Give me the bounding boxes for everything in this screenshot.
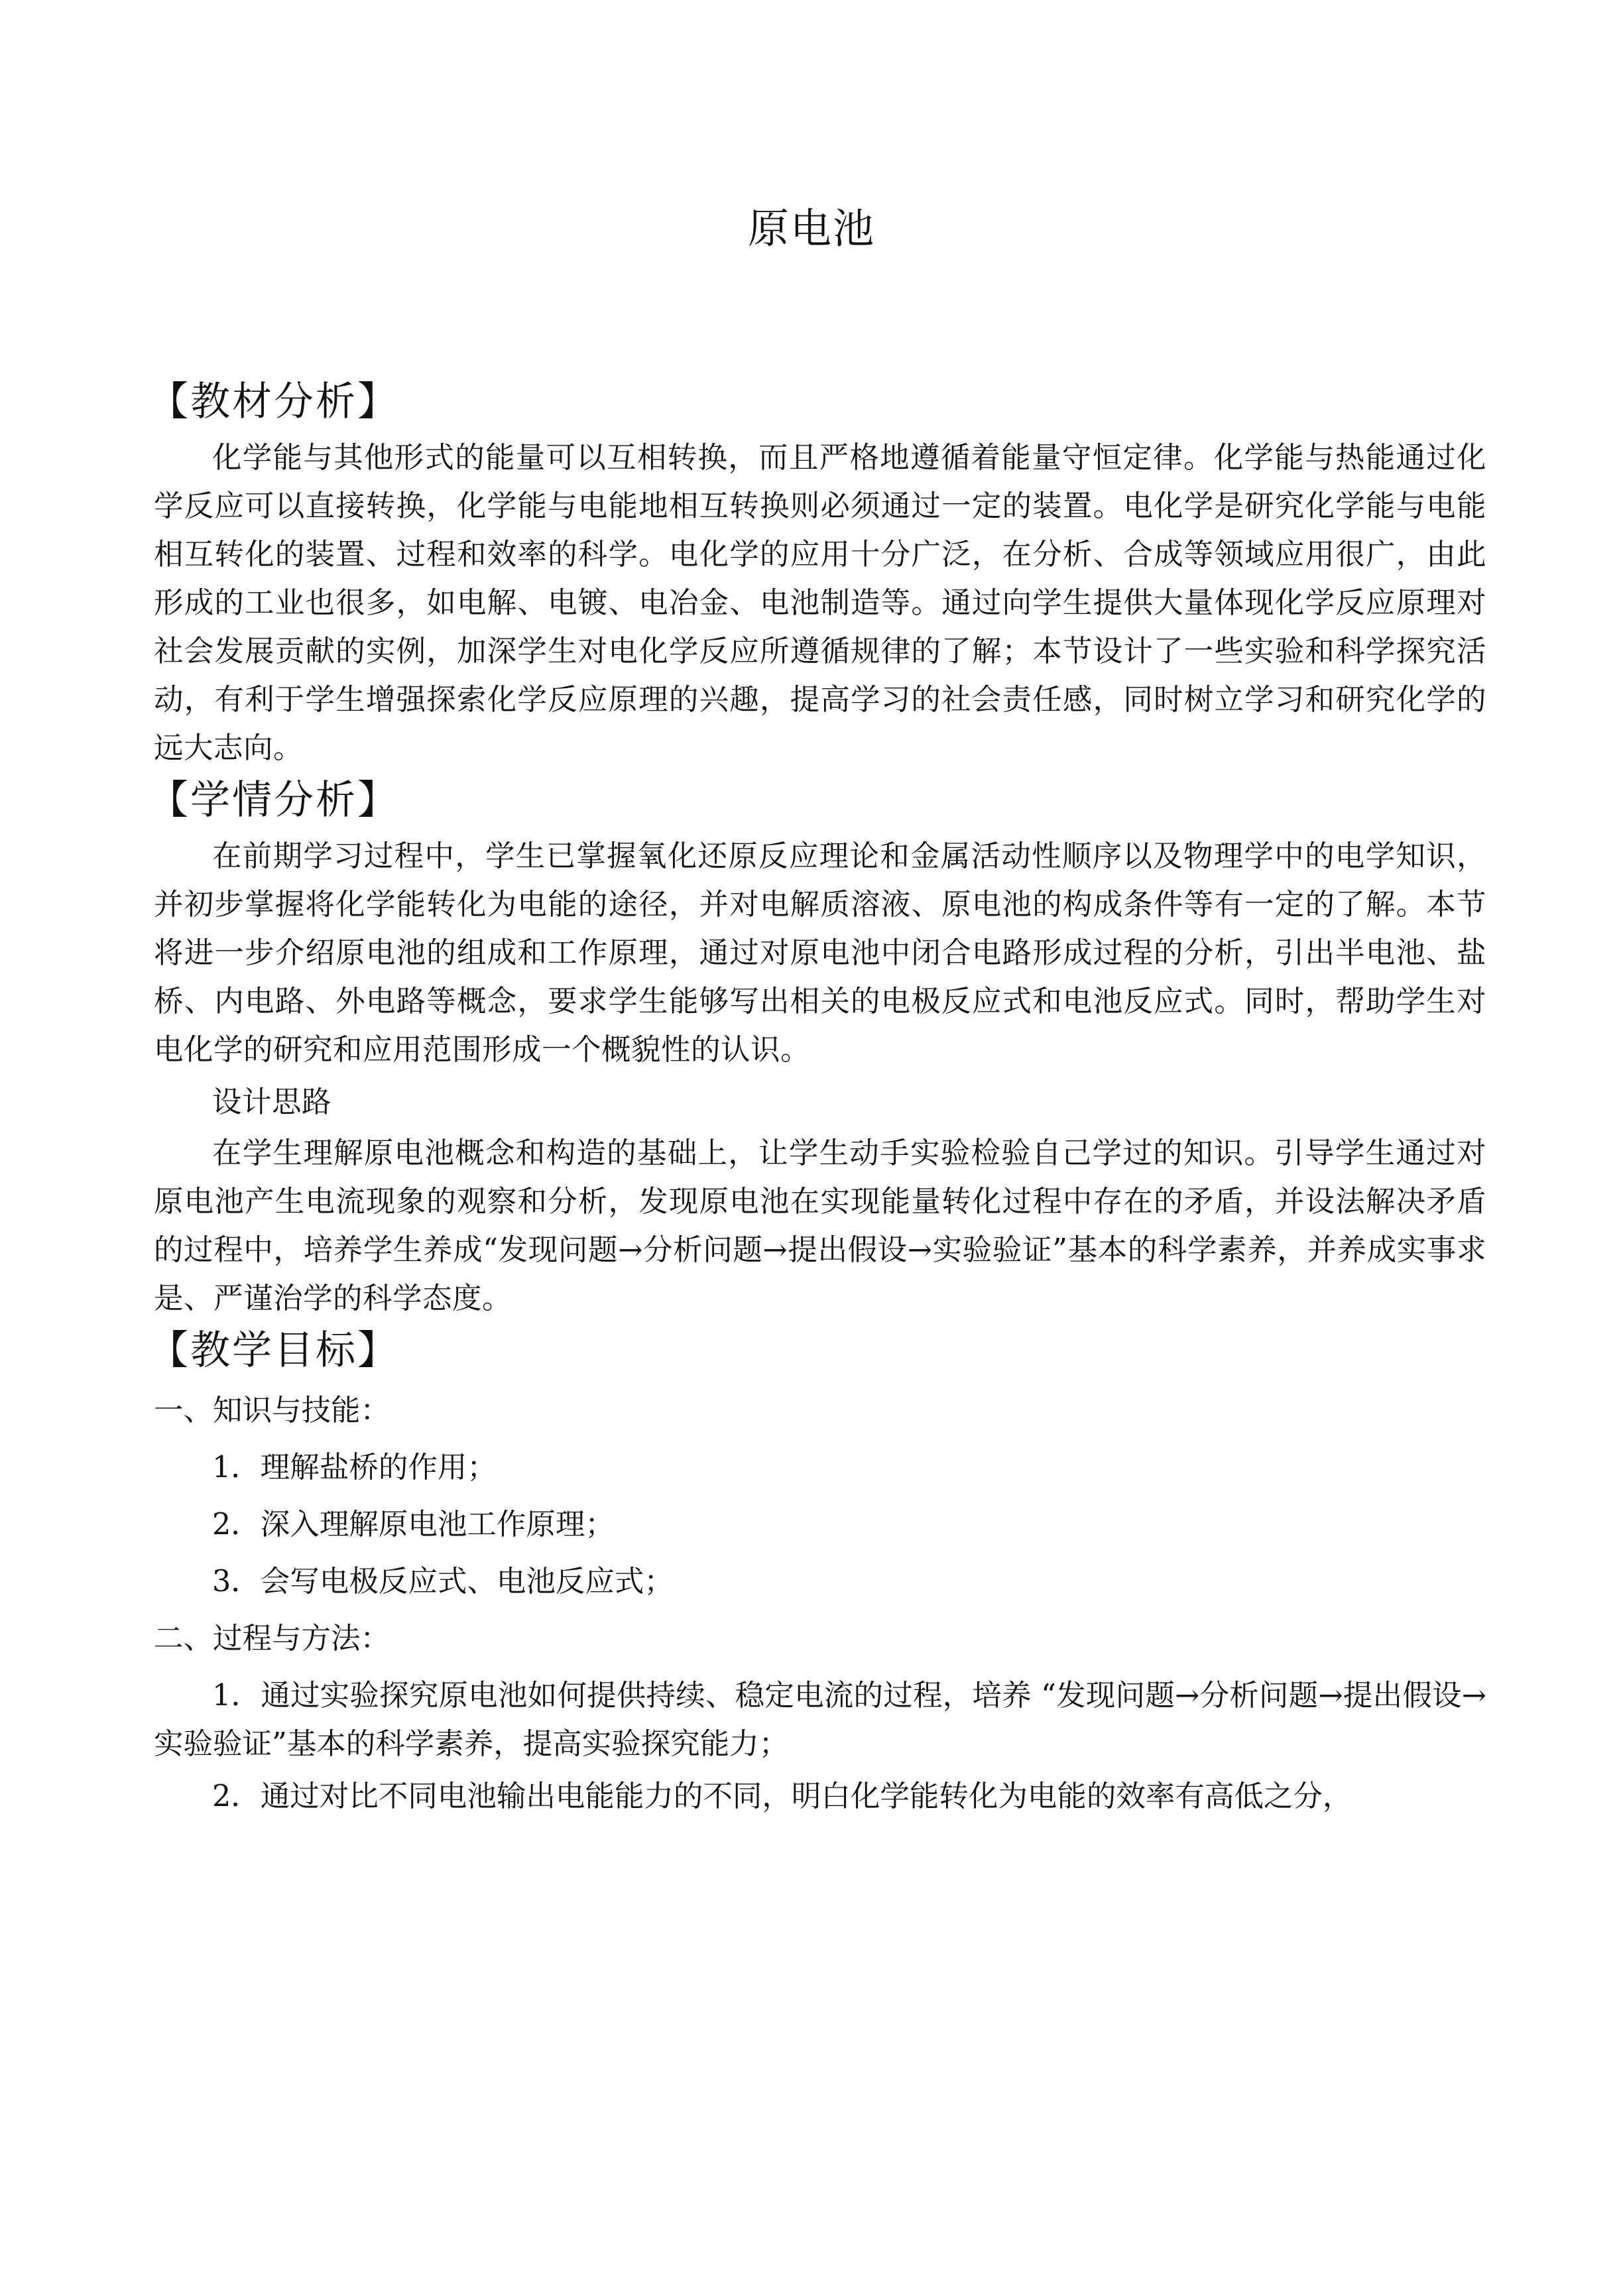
document-body xyxy=(149,377,1486,1825)
list-item: 2．深入理解原电池工作原理； xyxy=(212,1508,615,1541)
design-idea-label: 设计思路 xyxy=(212,1085,332,1119)
page-title: 原电池 xyxy=(747,204,875,253)
paragraph-student-analysis: 在前期学习过程中，学生已掌握氧化还原反应理论和金属活动性顺序以及物理学中的电学知识，并初步掌握将化学能转化为电能的途径，并对电解质溶液、原电池的构成条件等有一定的了解。本节将进一步介绍原电池的组成和工作原理，通过对原电池中闭合电路形成过程的分析，引出半电池、盐桥、内电路、外电路等概念，要求学生能够写出相关的电极反应式和电池反应式。同时，帮助学生对电化学的研究和应用范围形成一个概貌性的认识。 xyxy=(154,839,1486,1067)
section-heading-student-analysis: 【学情分析】 xyxy=(149,777,399,823)
paragraph-textbook-analysis: 化学能与其他形式的能量可以互相转换，而且严格地遵循着能量守恒定律。化学能与热能通过化学反应可以直接转换，化学能与电能地相互转换则必须通过一定的装置。电化学是研究化学能与电能相互转化的装置、过程和效率的科学。电化学的应用十分广泛，在分析、合成等领域应用很广，由此形成的工业也很多，如电解、电镀、电冶金、电池制造等。通过向学生提供大量体现化学反应原理对社会发展贡献的实例，加深学生对电化学反应所遵循规律的了解；本节设计了一些实验和科学探究活动，有利于学生增强探索化学反应原理的兴趣，提高学习的社会责任感，同时树立学习和研究化学的远大志向。 xyxy=(154,441,1486,765)
list-item: 3．会写电极反应式、电池反应式； xyxy=(212,1565,674,1599)
list-item: 2．通过对比不同电池输出电能能力的不同，明白化学能转化为电能的效率有高低之分， xyxy=(212,1780,1352,1813)
list-item: 1．通过实验探究原电池如何提供持续、稳定电流的过程，培养 “发现问题→分析问题→提出假设→实验验证”基本的科学素养，提高实验探究能力； xyxy=(154,1679,1486,1761)
goal-part-process-title: 二、过程与方法： xyxy=(154,1622,391,1656)
goal-part-knowledge-title: 一、知识与技能： xyxy=(154,1394,391,1427)
list-item: 1．理解盐桥的作用； xyxy=(212,1451,497,1484)
section-heading-textbook-analysis: 【教材分析】 xyxy=(149,379,399,425)
paragraph-design-idea: 在学生理解原电池概念和构造的基础上，让学生动手实验检验自己学过的知识。引导学生通过对原电池产生电流现象的观察和分析，发现原电池在实现能量转化过程中存在的矛盾，并设法解决矛盾的过程中，培养学生养成“发现问题→分析问题→提出假设→实验验证”基本的科学素养，并养成实事求是、严谨治学的科学态度。 xyxy=(154,1136,1486,1315)
section-heading-teaching-goals: 【教学目标】 xyxy=(149,1327,399,1374)
